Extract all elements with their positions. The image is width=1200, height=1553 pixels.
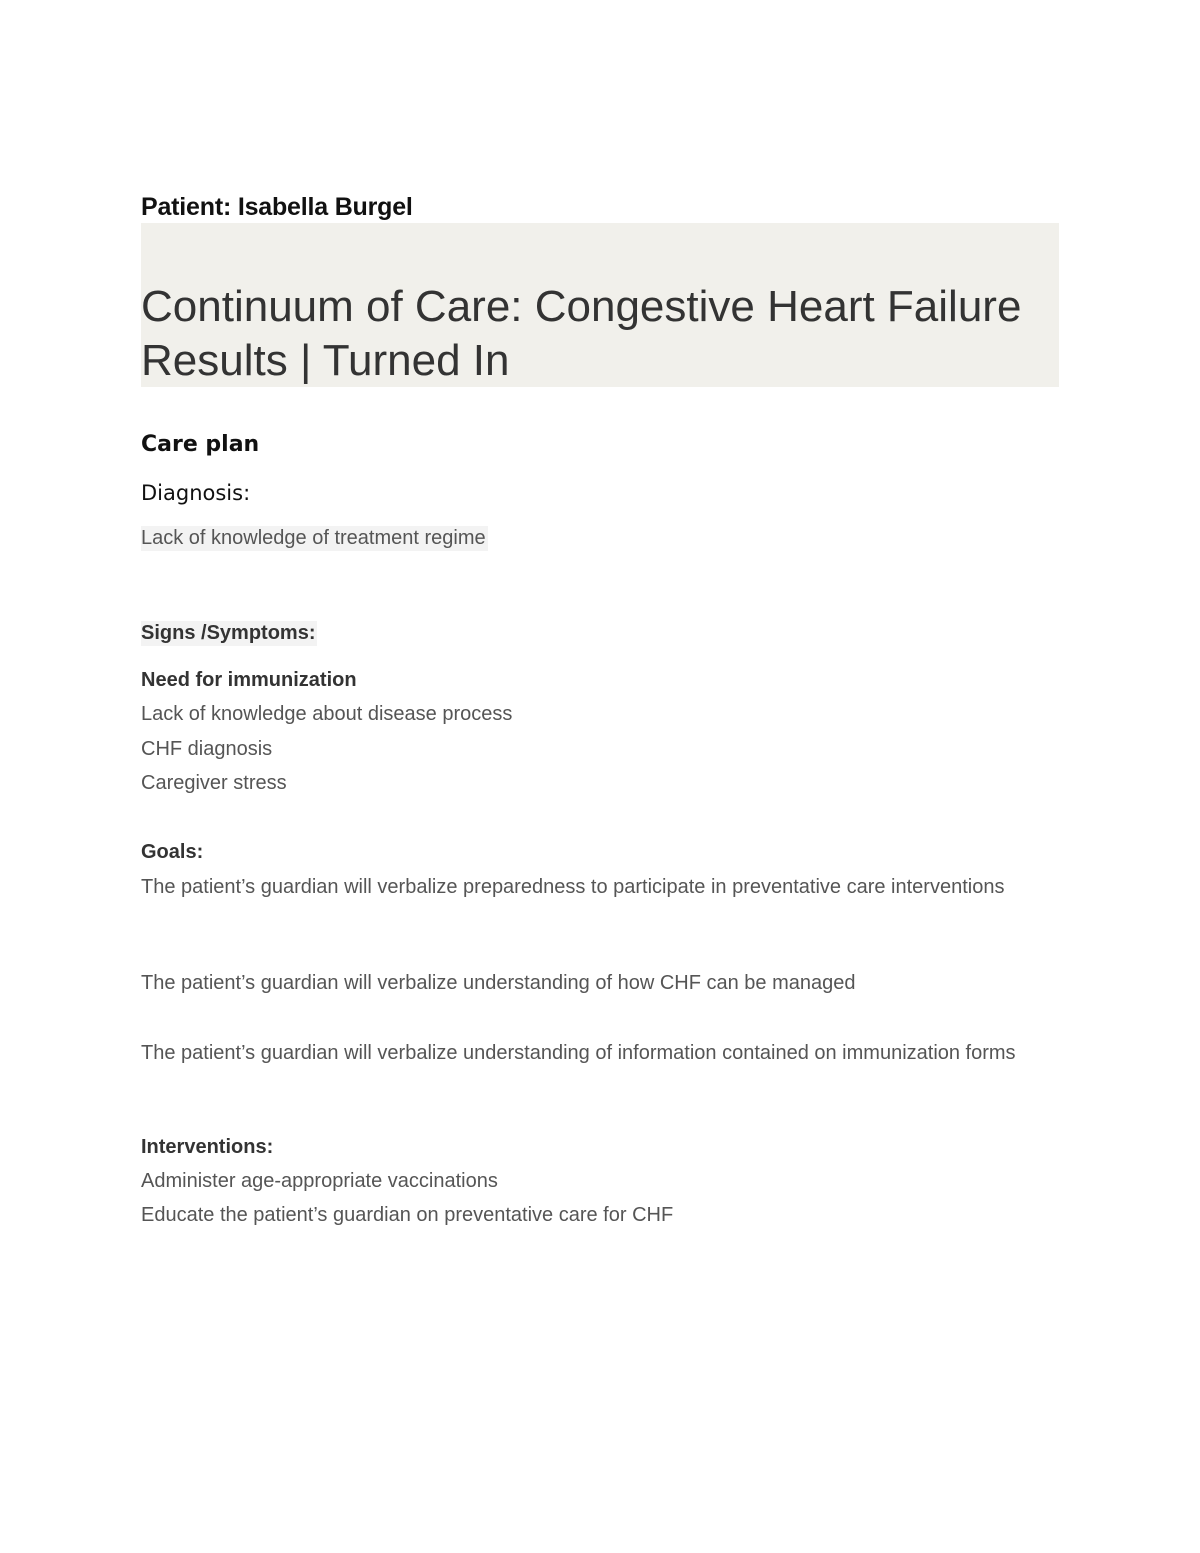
goal-item: The patient’s guardian will verbalize understanding of information contained on immunization forms	[141, 1042, 1016, 1064]
diagnosis-value-text: Lack of knowledge of treatment regime	[141, 527, 486, 549]
intervention-item: Educate the patient’s guardian on preventative care for CHF	[141, 1204, 674, 1226]
interventions-label: Interventions:	[141, 1136, 274, 1158]
sign-item: Lack of knowledge about disease process	[141, 703, 513, 725]
goals-label: Goals:	[141, 841, 204, 863]
patient-name: Patient: Isabella Burgel	[141, 193, 413, 221]
care-plan-heading: Care plan	[141, 432, 260, 457]
intervention-item: Administer age-appropriate vaccinations	[141, 1170, 498, 1192]
goal-item: The patient’s guardian will verbalize understanding of how CHF can be managed	[141, 972, 856, 994]
signs-symptoms-label-text: Signs /Symptoms:	[141, 622, 316, 644]
sign-item: CHF diagnosis	[141, 738, 273, 760]
diagnosis-label: Diagnosis:	[141, 481, 251, 505]
goal-item: The patient’s guardian will verbalize preparedness to participate in preventative care interventions	[141, 876, 1005, 898]
sign-item: Caregiver stress	[141, 772, 287, 794]
diagnosis-value	[141, 527, 488, 550]
page-title: Continuum of Care: Congestive Heart Failure Results | Turned In	[141, 282, 1022, 385]
signs-symptoms-label	[141, 622, 317, 645]
signs-heading: Need for immunization	[141, 669, 357, 691]
